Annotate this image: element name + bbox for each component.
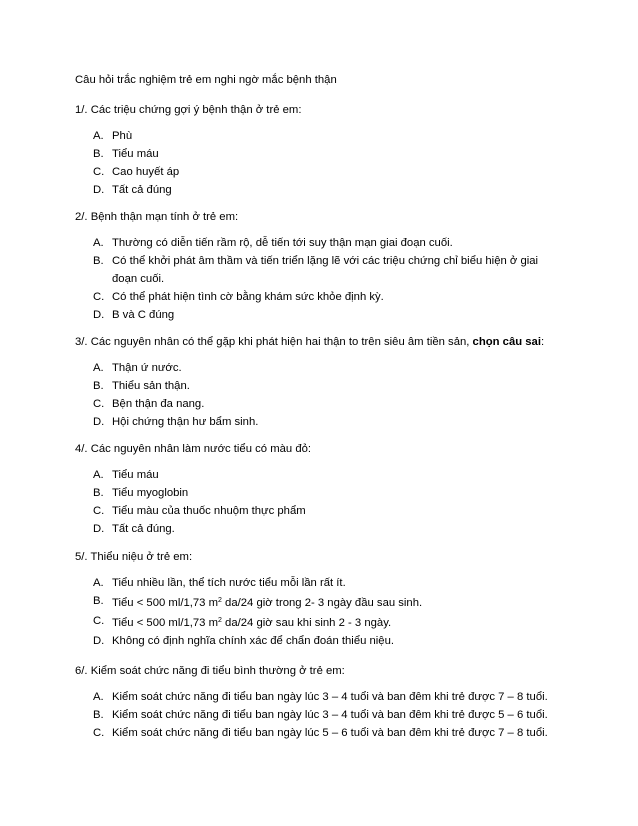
option-1d: D. Tất cả đúng [93, 184, 172, 196]
page-title: Câu hỏi trắc nghiệm trẻ em nghi ngờ mắc bệnh thận [75, 74, 337, 86]
question-3: 3/. Các nguyên nhân có thể gặp khi phát hiện hai thận to trên siêu âm tiền sản, chọn câu sai: [75, 336, 545, 348]
option-4d: D. Tất cả đúng. [93, 523, 175, 535]
option-5d: D. Không có định nghĩa chính xác để chẩn đoán thiểu niệu. [93, 635, 395, 647]
option-5b: B. Tiểu < 500 ml/1,73 $m^2$ da/24 giờ trong 2- 3 ngày đầu sau sinh. [93, 595, 423, 609]
options-list-6 [93, 688, 563, 742]
question-3-emphasis: chọn câu sai [472, 336, 541, 348]
option-1a: A. Phù [93, 130, 133, 142]
option-2b: B. Có thể khởi phát âm thầm và tiến triển lặng lẽ với các triệu chứng chỉ biểu hiện ở giai đoạn cuối. [93, 255, 539, 285]
option-4b: B. Tiểu myoglobin [93, 487, 189, 499]
question-5: 5/. Thiểu niệu ở trẻ em: [75, 551, 193, 563]
option-6a: A. Kiểm soát chức năng đi tiểu ban ngày lúc 3 – 4 tuổi và ban đêm khi trẻ được 7 – 8 tuổi. [93, 691, 548, 703]
options-list-1 [93, 127, 563, 199]
option-3c: C. Bện thận đa nang. [93, 398, 205, 410]
option-5c: C. Tiểu < 500 ml/1,73 $m^2$ da/24 giờ sau khi sinh 2 - 3 ngày. [93, 615, 392, 629]
question-6: 6/. Kiểm soát chức năng đi tiểu bình thường ở trẻ em: [75, 665, 345, 677]
options-list-2 [93, 234, 563, 324]
option-2a: A. Thường có diễn tiến rầm rộ, dễ tiến tới suy thận mạn giai đoạn cuối. [93, 237, 453, 249]
option-5a: A. Tiểu nhiều lần, thể tích nước tiểu mỗi lần rất ít. [93, 577, 346, 589]
option-6b: B. Kiểm soát chức năng đi tiểu ban ngày lúc 3 – 4 tuổi và ban đêm khi trẻ được 5 – 6 tuổi. [93, 709, 548, 721]
option-2d: D. B và C đúng [93, 309, 175, 321]
option-1c: C. Cao huyết áp [93, 166, 180, 178]
option-4c: C. Tiểu màu của thuốc nhuộm thực phẩm [93, 505, 306, 517]
options-list-3 [93, 359, 563, 431]
option-1b: B. Tiểu máu [93, 148, 159, 160]
options-list-5 [93, 574, 563, 650]
options-list-4 [93, 466, 563, 538]
question-4: 4/. Các nguyên nhân làm nước tiểu có màu đỏ: [75, 443, 312, 455]
option-4a: A. Tiểu máu [93, 469, 159, 481]
option-3a: A. Thận ứ nước. [93, 362, 182, 374]
option-6c: C. Kiểm soát chức năng đi tiểu ban ngày lúc 5 – 6 tuổi và ban đêm khi trẻ được 7 – 8 tuổi. [93, 727, 548, 739]
question-2: 2/. Bệnh thận mạn tính ở trẻ em: [75, 211, 239, 223]
option-2c: C. Có thể phát hiện tình cờ bằng khám sức khỏe định kỳ. [93, 291, 384, 303]
question-1: 1/. Các triệu chứng gợi ý bệnh thận ở trẻ em: [75, 104, 302, 116]
option-3b: B. Thiểu sản thận. [93, 380, 190, 392]
option-3d: D. Hội chứng thận hư bẩm sinh. [93, 416, 259, 428]
